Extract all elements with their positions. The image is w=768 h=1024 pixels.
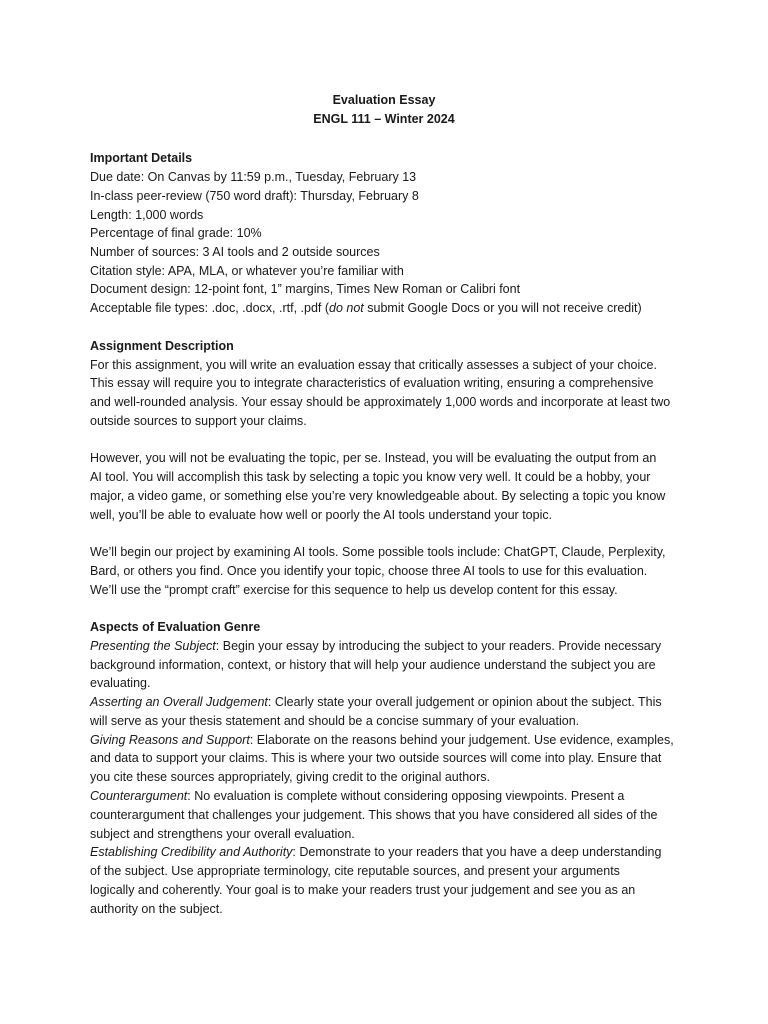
counter-line <box>90 787 624 805</box>
presenting-line <box>90 637 661 655</box>
reasons-text: : Elaborate on the reasons behind your judgement. Use evidence, examples, <box>249 733 674 747</box>
paragraph-line: Bard, or others you find. Once you identify your topic, choose three AI tools to use for this evaluation. <box>90 564 648 578</box>
file-types-line <box>90 299 642 317</box>
file-types-post: submit Google Docs or you will not receive credit) <box>363 301 642 315</box>
paragraph-line: This essay will require you to integrate characteristics of evaluation writing, ensuring a comprehensive <box>90 376 654 390</box>
paragraph-line: subject and strengthens your overall evaluation. <box>90 827 355 841</box>
course-title: ENGL 111 – Winter 2024 <box>313 112 455 126</box>
percentage-line: Percentage of final grade: 10% <box>90 226 262 240</box>
paragraph-line: of the subject. Use appropriate terminology, cite reputable sources, and present your arguments <box>90 864 620 878</box>
credibility-term: Establishing Credibility and Authority <box>90 845 293 859</box>
paragraph-line: will serve as your thesis statement and should be a concise summary of your evaluation. <box>90 714 580 728</box>
paragraph-line: evaluating. <box>90 676 151 690</box>
paragraph-line: logically and coherently. Your goal is to make your readers trust your judgement and see you as an <box>90 883 636 897</box>
presenting-term: Presenting the Subject <box>90 639 216 653</box>
reasons-line <box>90 731 674 749</box>
length-line: Length: 1,000 words <box>90 208 204 222</box>
credibility-line <box>90 843 661 861</box>
aspects-heading: Aspects of Evaluation Genre <box>90 620 261 634</box>
paragraph-line: We’ll use the “prompt craft” exercise for this sequence to help us develop content for this essay. <box>90 583 618 597</box>
file-types-pre: Acceptable file types: .doc, .docx, .rtf, .pdf ( <box>90 301 330 315</box>
paragraph-line: well, you’ll be able to evaluate how well or poorly the AI tools understand your topic. <box>90 508 553 522</box>
reasons-term: Giving Reasons and Support <box>90 733 250 747</box>
presenting-text: : Begin your essay by introducing the subject to your readers. Provide necessary <box>215 639 662 653</box>
paragraph-line: We’ll begin our project by examining AI tools. Some possible tools include: ChatGPT, Claude, Perplexity, <box>90 545 666 559</box>
sources-line: Number of sources: 3 AI tools and 2 outside sources <box>90 245 380 259</box>
paragraph-line: outside sources to support your claims. <box>90 414 307 428</box>
counter-text: : No evaluation is complete without considering opposing viewpoints. Present a <box>187 789 625 803</box>
asserting-term: Asserting an Overall Judgement <box>90 695 268 709</box>
due-date-line: Due date: On Canvas by 11:59 p.m., Tuesday, February 13 <box>90 170 417 184</box>
peer-review-line: In-class peer-review (750 word draft): Thursday, February 8 <box>90 189 419 203</box>
document-design-line: Document design: 12-point font, 1” margins, Times New Roman or Calibri font <box>90 282 521 296</box>
asserting-text: : Clearly state your overall judgement or opinion about the subject. This <box>267 695 662 709</box>
file-types-emphasis: do not <box>329 301 364 315</box>
paragraph-line: and data to support your claims. This is where your two outside sources will come into play. Ensure that <box>90 751 662 765</box>
assignment-description-heading: Assignment Description <box>90 339 234 353</box>
paragraph-line: For this assignment, you will write an evaluation essay that critically assesses a subject of your choice. <box>90 358 657 372</box>
asserting-line <box>90 693 662 711</box>
paragraph-line: AI tool. You will accomplish this task by selecting a topic you know very well. It could be a hobby, your <box>90 470 651 484</box>
paragraph-line: you cite these sources appropriately, giving credit to the original authors. <box>90 770 490 784</box>
credibility-text: : Demonstrate to your readers that you have a deep understanding <box>292 845 662 859</box>
document-title: Evaluation Essay <box>332 93 436 107</box>
important-details-heading: Important Details <box>90 151 193 165</box>
paragraph-line: authority on the subject. <box>90 902 223 916</box>
paragraph-line: background information, context, or history that will help your audience understand the subject you are <box>90 658 656 672</box>
citation-line: Citation style: APA, MLA, or whatever you’re familiar with <box>90 264 404 278</box>
paragraph-line: and well-rounded analysis. Your essay should be approximately 1,000 words and incorporate at least two <box>90 395 671 409</box>
paragraph-line: counterargument that challenges your judgement. This shows that you have considered all sides of the <box>90 808 658 822</box>
paragraph-line: major, a video game, or something else you’re very knowledgeable about. By selecting a topic you know <box>90 489 666 503</box>
counter-term: Counterargument <box>90 789 188 803</box>
paragraph-line: However, you will not be evaluating the topic, per se. Instead, you will be evaluating the output from an <box>90 451 657 465</box>
